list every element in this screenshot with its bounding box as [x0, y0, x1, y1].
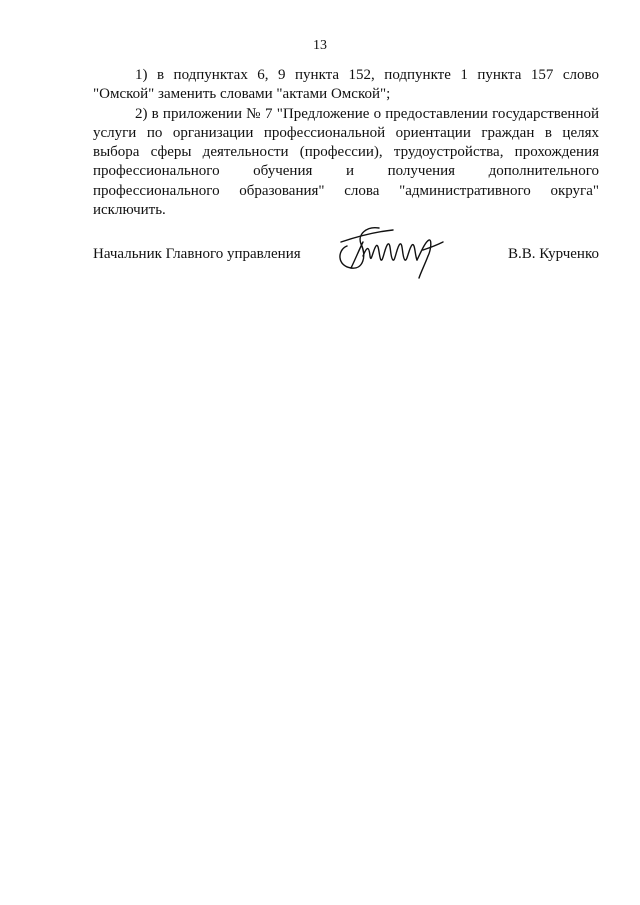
paragraph-2: 2) в приложении № 7 "Предложение о предоставлении государственной услуги по организации профессиональной ориентации граждан в целях выбора сферы деятельности (профессии), трудоустройства, прохождения профессионального обучения и получения дополнительного профессионального образования" слова "административного округа" исключить. — [93, 105, 599, 219]
signer-title: Начальник Главного управления — [93, 246, 301, 262]
paragraph-1: 1) в подпунктах 6, 9 пункта 152, подпункте 1 пункта 157 слово "Омской" заменить словами "актами Омской"; — [93, 67, 599, 103]
signer-name: В.В. Курченко — [507, 246, 599, 262]
page-number: 13 — [313, 38, 327, 53]
document-body — [93, 66, 599, 220]
handwritten-signature — [333, 220, 453, 280]
signature-block — [93, 228, 599, 278]
